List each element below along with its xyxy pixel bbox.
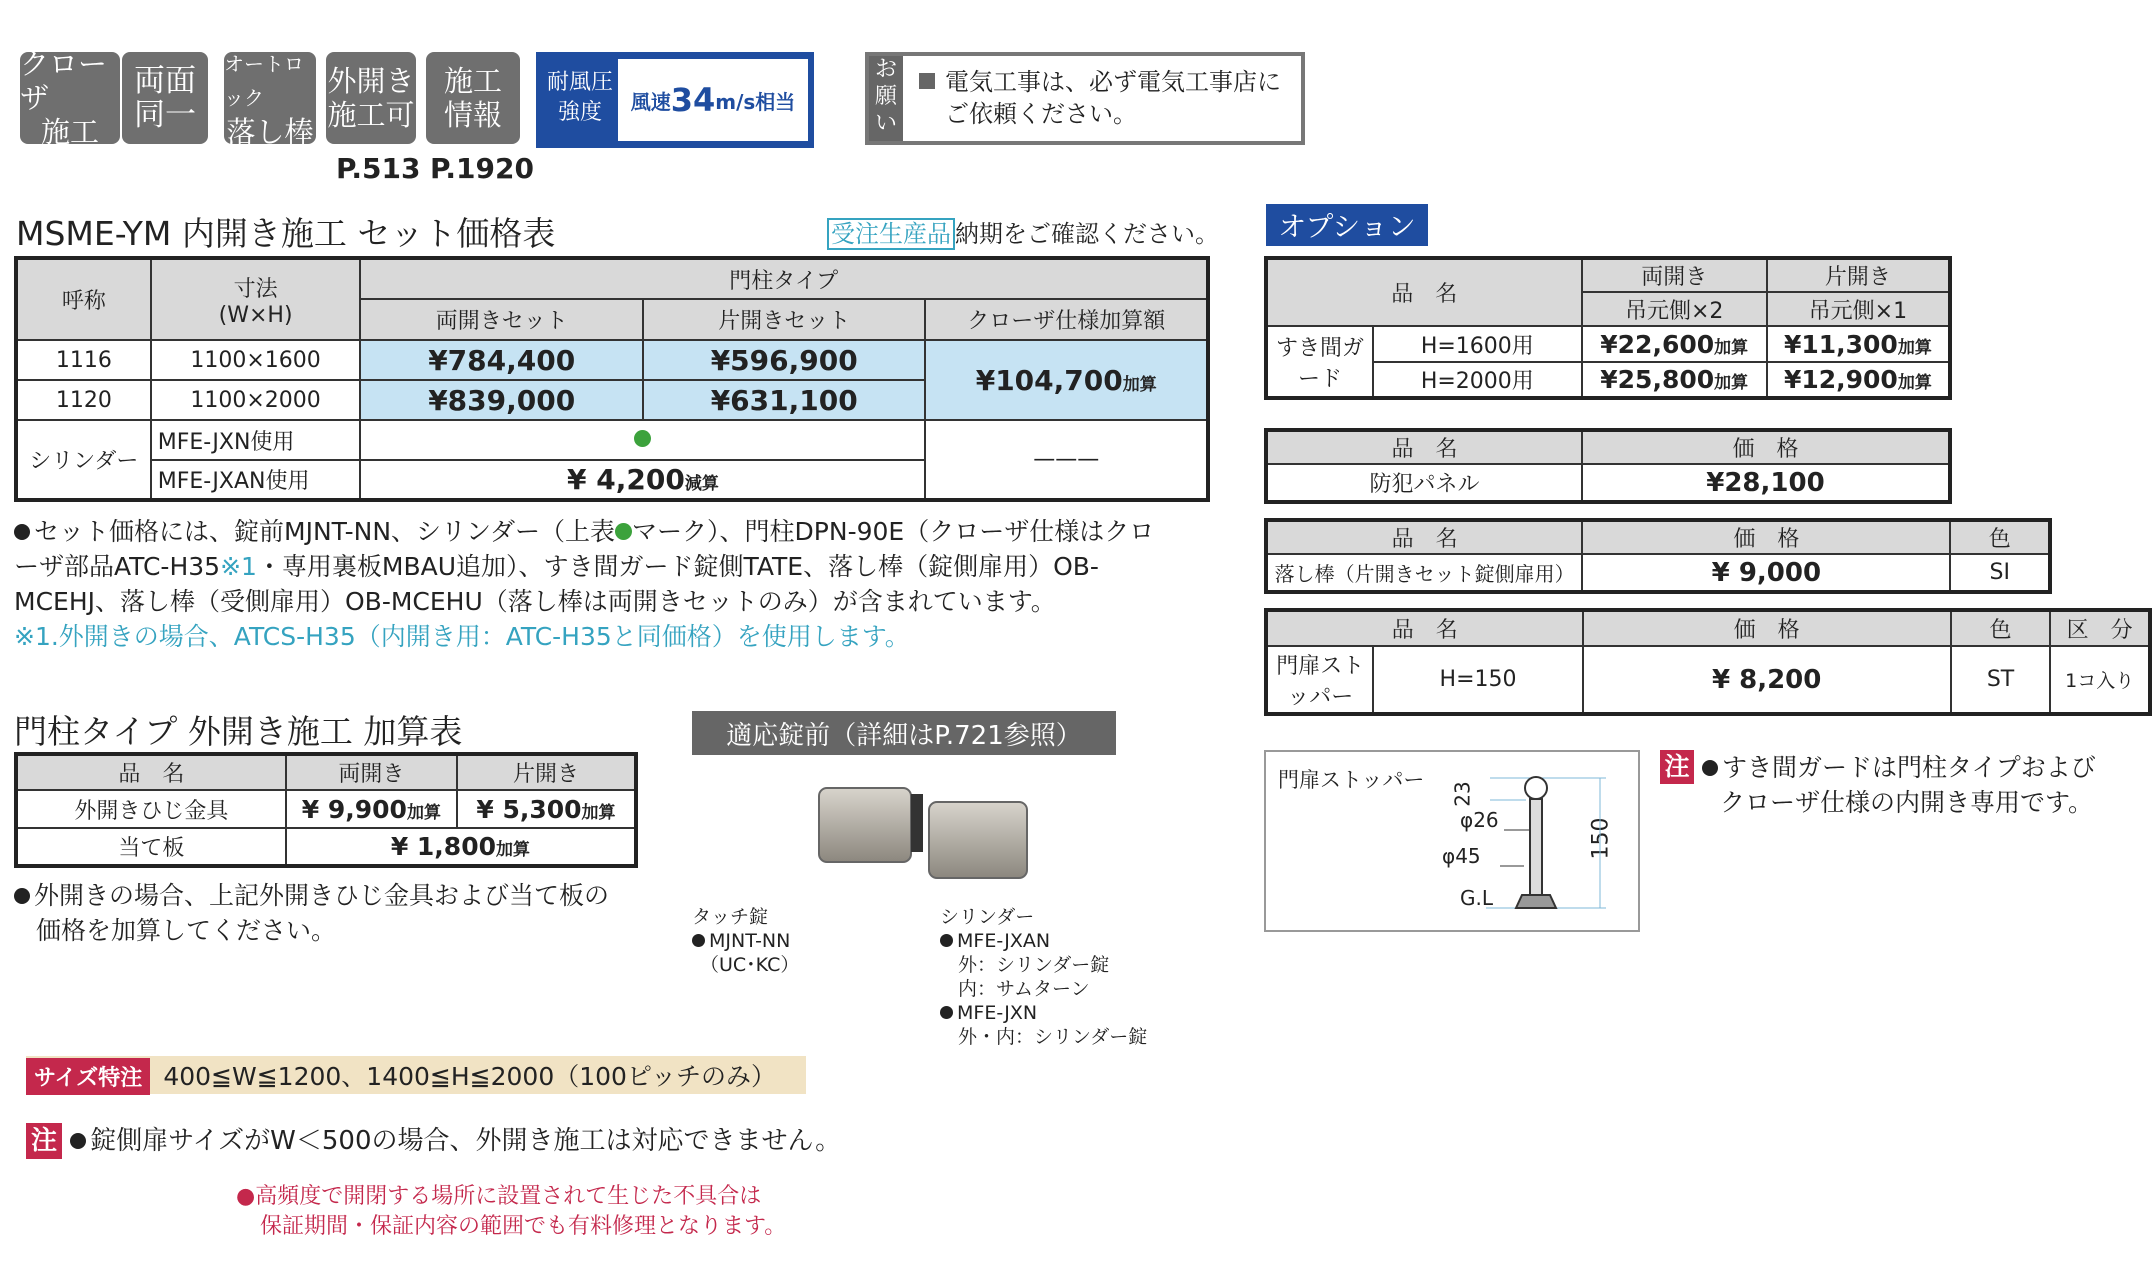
outward-addition-table xyxy=(14,752,638,868)
badge-closer: クローザ 施工 xyxy=(20,52,120,144)
header-color: 色 xyxy=(1951,610,2051,646)
option-note: 注 すき間ガードは門柱タイプおよび クローザ仕様の内開き専用です。 xyxy=(1660,750,2096,820)
header-single: 片開きセット xyxy=(643,299,926,340)
option-label: オプション xyxy=(1266,204,1428,246)
set-price-note: セット価格には、錠前MJNT-NN、シリンダー（上表 マーク）、門柱DPN-90E（クローザ仕様はクロ ーザ部品ATC-H35※1・専用裏板MBAU追加）、すき間ガード錠側TATE、落し棒（錠側扉用）OB- MCEHJ、落し棒（受側扉用）OB-MCEHU（落し棒は両開きセットのみ）が含まれています。 ※1.外開きの場合、ATCS-H35（内開き用：ATC-H35と同価格）を使用します。 xyxy=(14,517,1155,651)
cylinder-option-2: MFE-JXAN使用 xyxy=(151,460,361,500)
header-name: 呼称 xyxy=(16,258,151,340)
rod-color: SI xyxy=(1950,554,2050,592)
green-dot-icon xyxy=(634,430,651,447)
diagram-dim-45: φ45 xyxy=(1442,844,1481,868)
header-price: 価 格 xyxy=(1582,520,1950,554)
size-order-note: サイズ特注 400≦W≦1200、1400≦H≦2000（100ピッチのみ） xyxy=(26,1056,806,1094)
outward-table-title: 門柱タイプ 外開き施工 加算表 xyxy=(14,712,463,751)
price-both: ¥ 1,800加算 xyxy=(286,828,636,866)
price-double: ¥22,600加算 xyxy=(1582,326,1767,362)
diagram-gl: G.L xyxy=(1460,886,1493,910)
touch-lock-info: タッチ錠 MJNT-NN （UC･KC） xyxy=(692,906,800,976)
wind-label: 耐風圧強度 xyxy=(546,70,613,125)
header-price: 価 格 xyxy=(1583,610,1951,646)
gap-guard-name: すき間ガード xyxy=(1266,326,1373,398)
page-ref-1: P.513 xyxy=(336,152,421,185)
set-price-table xyxy=(14,256,1210,502)
bullet-icon xyxy=(692,934,705,947)
price-single: ¥ 5,300加算 xyxy=(457,790,636,828)
notice-tag: お願い xyxy=(869,56,903,141)
header-single: 片開き xyxy=(1767,258,1950,292)
stopper-name: 門扉ストッパー xyxy=(1266,646,1373,714)
row-size: 1100×1600 xyxy=(151,340,361,380)
gap-guard-size: H=2000用 xyxy=(1373,362,1582,398)
header-name: 品 名 xyxy=(1266,430,1582,464)
warranty-note: ●高頻度で開閉する場所に設置されて生じた不具合は 保証期間・保証内容の範囲でも有料修理となります。 xyxy=(236,1184,787,1239)
caution-tag: 注 xyxy=(26,1123,62,1159)
cylinder-closer-na: ——— xyxy=(925,420,1208,500)
price-single: ¥596,900 xyxy=(643,340,926,380)
row-name: 1116 xyxy=(16,340,151,380)
main-table-title: MSME-YM 内開き施工 セット価格表 xyxy=(16,214,556,253)
header-unit: 区 分 xyxy=(2050,610,2150,646)
header-size: 寸法 (W×H) xyxy=(151,258,361,340)
price-double: ¥784,400 xyxy=(360,340,643,380)
green-dot-icon xyxy=(615,523,632,540)
lock-header: 適応錠前（詳細はP.721参照） xyxy=(692,711,1116,755)
electric-notice: お願い 電気工事は、必ず電気工事店に ご依頼ください。 xyxy=(865,52,1305,145)
price-single: ¥12,900加算 xyxy=(1767,362,1950,398)
header-name: 品 名 xyxy=(1266,610,1583,646)
stopper-size: H=150 xyxy=(1373,646,1582,714)
bullet-icon xyxy=(14,888,30,904)
cylinder-discount: ¥ 4,200減算 xyxy=(360,460,925,500)
badge-double-sided: 両面 同一 xyxy=(122,52,208,144)
caution-note: 注 錠側扉サイズがW＜500の場合、外開き施工は対応できません。 xyxy=(26,1120,841,1159)
bullet-icon xyxy=(940,1006,953,1019)
header-type: 門柱タイプ xyxy=(360,258,1208,299)
header-single: 片開き xyxy=(457,754,636,790)
rod-name: 落し棒（片開きセット錠側扉用） xyxy=(1266,554,1582,592)
lock-product-icon xyxy=(815,780,1095,880)
header-double-sub: 吊元側×2 xyxy=(1582,292,1767,326)
row-name: 当て板 xyxy=(16,828,286,866)
header-name: 品 名 xyxy=(1266,258,1582,326)
cylinder-included-mark xyxy=(360,420,925,460)
cylinder-lock-info: シリンダー MFE-JXAN 外：シリンダー錠 内：サムターン MFE-JXN 外・内：シリンダー錠 xyxy=(940,906,1148,1048)
size-tag: サイズ特注 xyxy=(26,1058,150,1095)
badge-construction-info: 施工 情報 xyxy=(426,52,520,144)
header-double: 両開き xyxy=(286,754,457,790)
header-name: 品 名 xyxy=(16,754,286,790)
cylinder-option-1: MFE-JXN使用 xyxy=(151,420,361,460)
badge-autolock: オートロック 落し棒 xyxy=(224,52,316,144)
bullet-icon xyxy=(1702,760,1718,776)
row-name: 1120 xyxy=(16,380,151,420)
price-double: ¥839,000 xyxy=(360,380,643,420)
panel-price: ¥28,100 xyxy=(1582,464,1950,502)
panel-table xyxy=(1264,428,1952,504)
cylinder-label: シリンダー xyxy=(16,420,151,500)
wind-value: 風速 34 m/s相当 xyxy=(618,59,808,141)
price-double: ¥25,800加算 xyxy=(1582,362,1767,398)
diagram-dim-26: φ26 xyxy=(1460,808,1499,832)
diagram-title: 門扉ストッパー xyxy=(1278,768,1425,792)
header-closer: クローザ仕様加算額 xyxy=(925,299,1208,340)
header-single-sub: 吊元側×1 xyxy=(1767,292,1950,326)
price-single: ¥631,100 xyxy=(643,380,926,420)
header-price: 価 格 xyxy=(1582,430,1950,464)
stopper-price: ¥ 8,200 xyxy=(1583,646,1951,714)
header-double: 両開き xyxy=(1582,258,1767,292)
diagram-dim-23: 23 xyxy=(1450,781,1475,807)
option-note-tag: 注 xyxy=(1660,750,1694,784)
bullet-icon xyxy=(70,1133,86,1149)
stopper-diagram xyxy=(1264,750,1640,932)
row-name: 外開きひじ金具 xyxy=(16,790,286,828)
stopper-unit: 1コ入り xyxy=(2050,646,2150,714)
gap-guard-size: H=1600用 xyxy=(1373,326,1582,362)
drop-rod-table xyxy=(1264,518,2052,594)
price-single: ¥11,300加算 xyxy=(1767,326,1950,362)
panel-name: 防犯パネル xyxy=(1266,464,1582,502)
gap-guard-table xyxy=(1264,256,1952,400)
bullet-icon xyxy=(14,524,30,540)
closer-price: ¥104,700加算 xyxy=(925,340,1208,420)
stopper-color: ST xyxy=(1951,646,2051,714)
delivery-note: 受注生産品 納期をご確認ください。 xyxy=(827,214,1219,249)
header-name: 品 名 xyxy=(1266,520,1582,554)
header-color: 色 xyxy=(1950,520,2050,554)
rod-price: ¥ 9,000 xyxy=(1582,554,1950,592)
square-bullet-icon xyxy=(919,73,935,89)
wind-resistance-badge xyxy=(536,52,814,148)
bullet-icon xyxy=(940,934,953,947)
page-ref-2: P.1920 xyxy=(430,152,534,185)
stopper-drawing xyxy=(1266,752,1638,930)
diagram-dim-150: 150 xyxy=(1588,817,1614,860)
header-double: 両開きセット xyxy=(360,299,643,340)
stopper-table xyxy=(1264,608,2152,716)
row-size: 1100×2000 xyxy=(151,380,361,420)
price-double: ¥ 9,900加算 xyxy=(286,790,457,828)
badge-outward: 外開き 施工可 xyxy=(326,52,416,144)
outward-note: 外開きの場合、上記外開きひじ金具および当て板の 価格を加算してください。 xyxy=(14,878,609,948)
